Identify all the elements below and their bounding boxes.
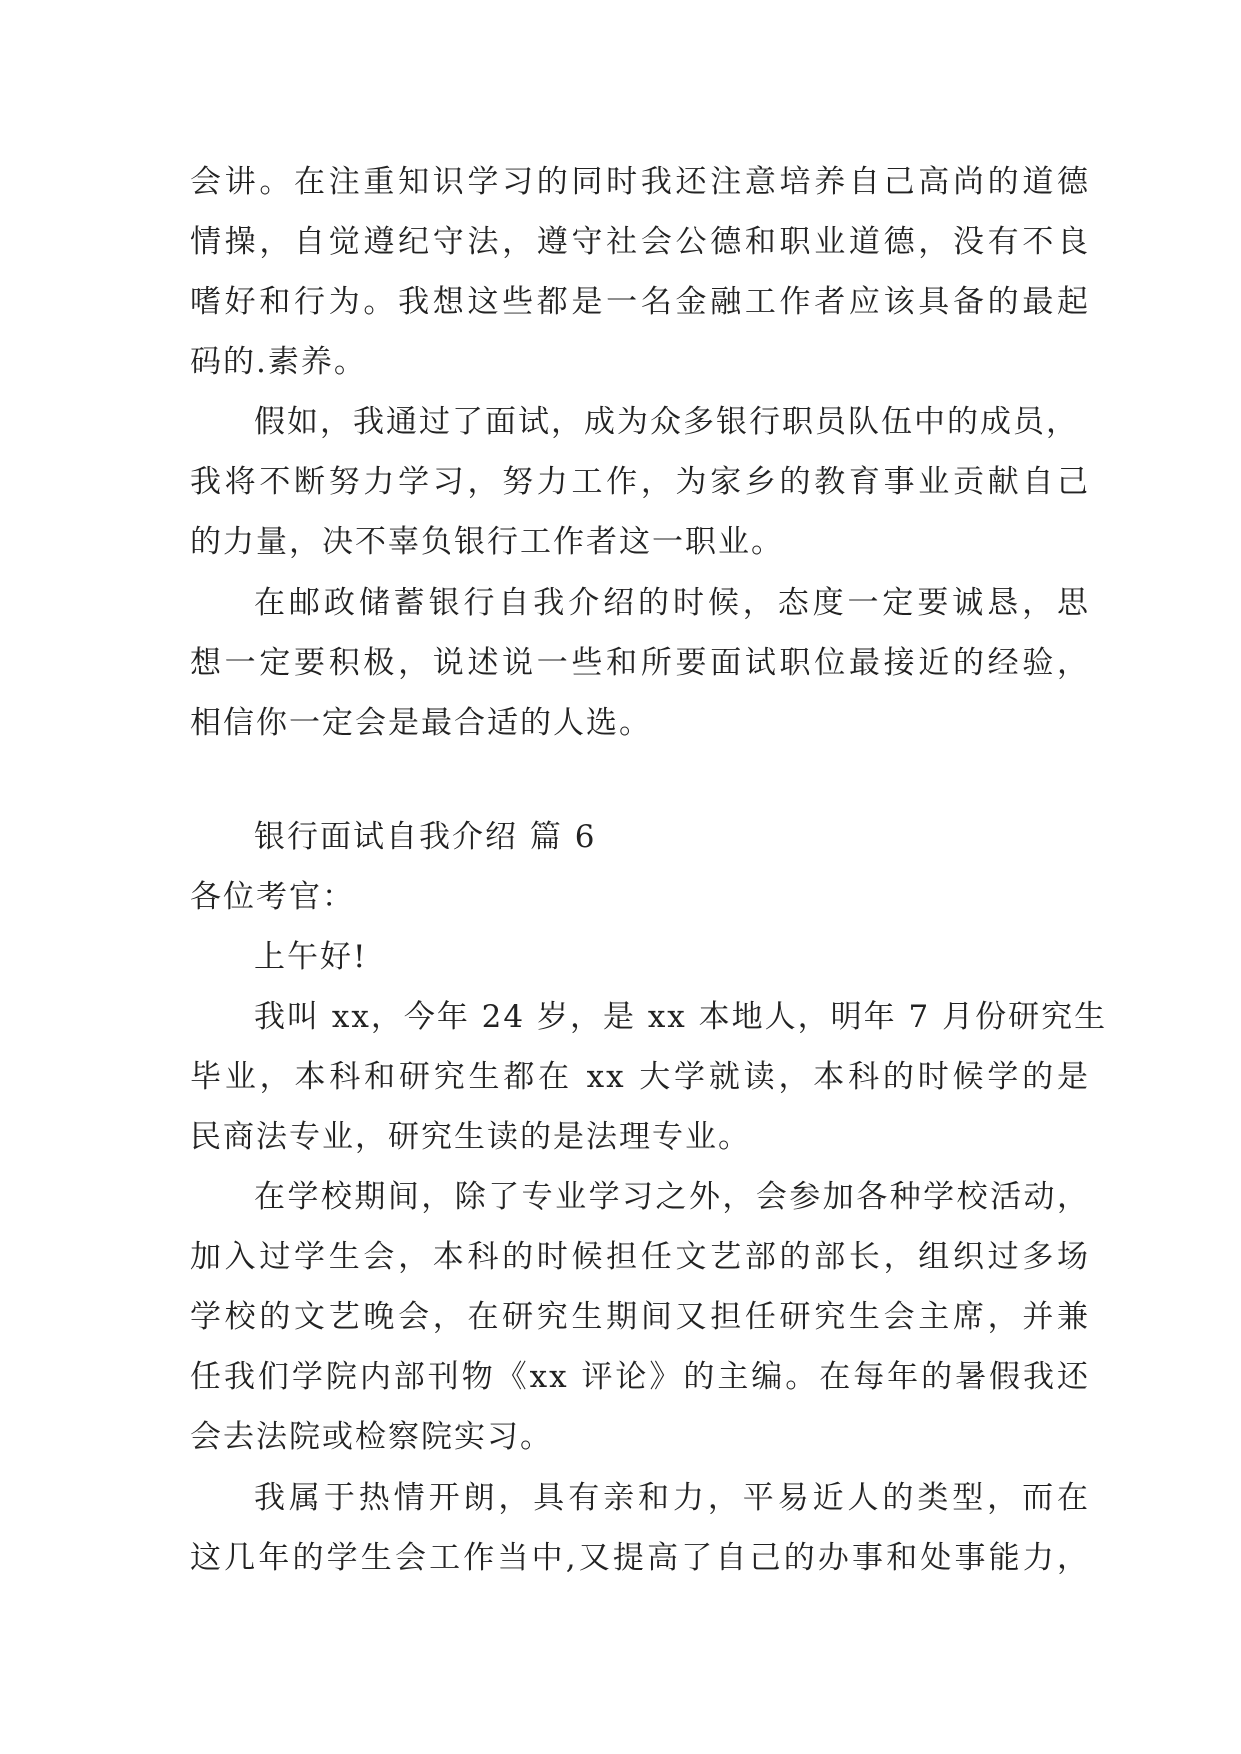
body-text-line: 学校的文艺晚会，在研究生期间又担任研究生会主席，并兼: [190, 1299, 1090, 1335]
salutation: 各位考官：: [190, 879, 355, 915]
body-text-line: 想一定要积极，说述说一些和所要面试职位最接近的经验，: [190, 645, 1090, 681]
body-text-line: 的力量，决不辜负银行工作者这一职业。: [190, 524, 784, 560]
body-text-line: 我属于热情开朗，具有亲和力，平易近人的类型，而在: [254, 1480, 1090, 1516]
body-text-line: 在学校期间，除了专业学习之外，会参加各种学校活动，: [254, 1179, 1090, 1215]
section-heading: 银行面试自我介绍 篇 6: [254, 819, 597, 855]
body-text-line: 我将不断努力学习，努力工作，为家乡的教育事业贡献自己: [190, 464, 1090, 500]
body-text-line: 任我们学院内部刊物《xx 评论》的主编。在每年的暑假我还: [190, 1359, 1090, 1395]
body-text-line: 民商法专业，研究生读的是法理专业。: [190, 1119, 751, 1155]
body-text-line: 相信你一定会是最合适的人选。: [190, 705, 652, 741]
body-text-line: 加入过学生会，本科的时候担任文艺部的部长，组织过多场: [190, 1239, 1090, 1275]
body-text-line: 会去法院或检察院实习。: [190, 1419, 553, 1455]
body-text-line: 会讲。在注重知识学习的同时我还注意培养自己高尚的道德: [190, 164, 1090, 200]
body-text-line: 码的.素养。: [190, 344, 367, 380]
body-text-line: 毕业，本科和研究生都在 xx 大学就读，本科的时候学的是: [190, 1059, 1090, 1095]
body-text-line: 假如，我通过了面试，成为众多银行职员队伍中的成员，: [254, 404, 1079, 440]
body-text-line: 情操，自觉遵纪守法，遵守社会公德和职业道德，没有不良: [190, 224, 1090, 260]
body-text-line: 在邮政储蓄银行自我介绍的时候，态度一定要诚恳，思: [254, 585, 1090, 621]
greeting: 上午好!: [254, 939, 368, 975]
body-text-line: 嗜好和行为。我想这些都是一名金融工作者应该具备的最起: [190, 284, 1090, 320]
body-text-line: 这几年的学生会工作当中,又提高了自己的办事和处事能力，: [190, 1540, 1090, 1576]
body-text-line: 我叫 xx，今年 24 岁，是 xx 本地人，明年 7 月份研究生: [254, 999, 1108, 1035]
